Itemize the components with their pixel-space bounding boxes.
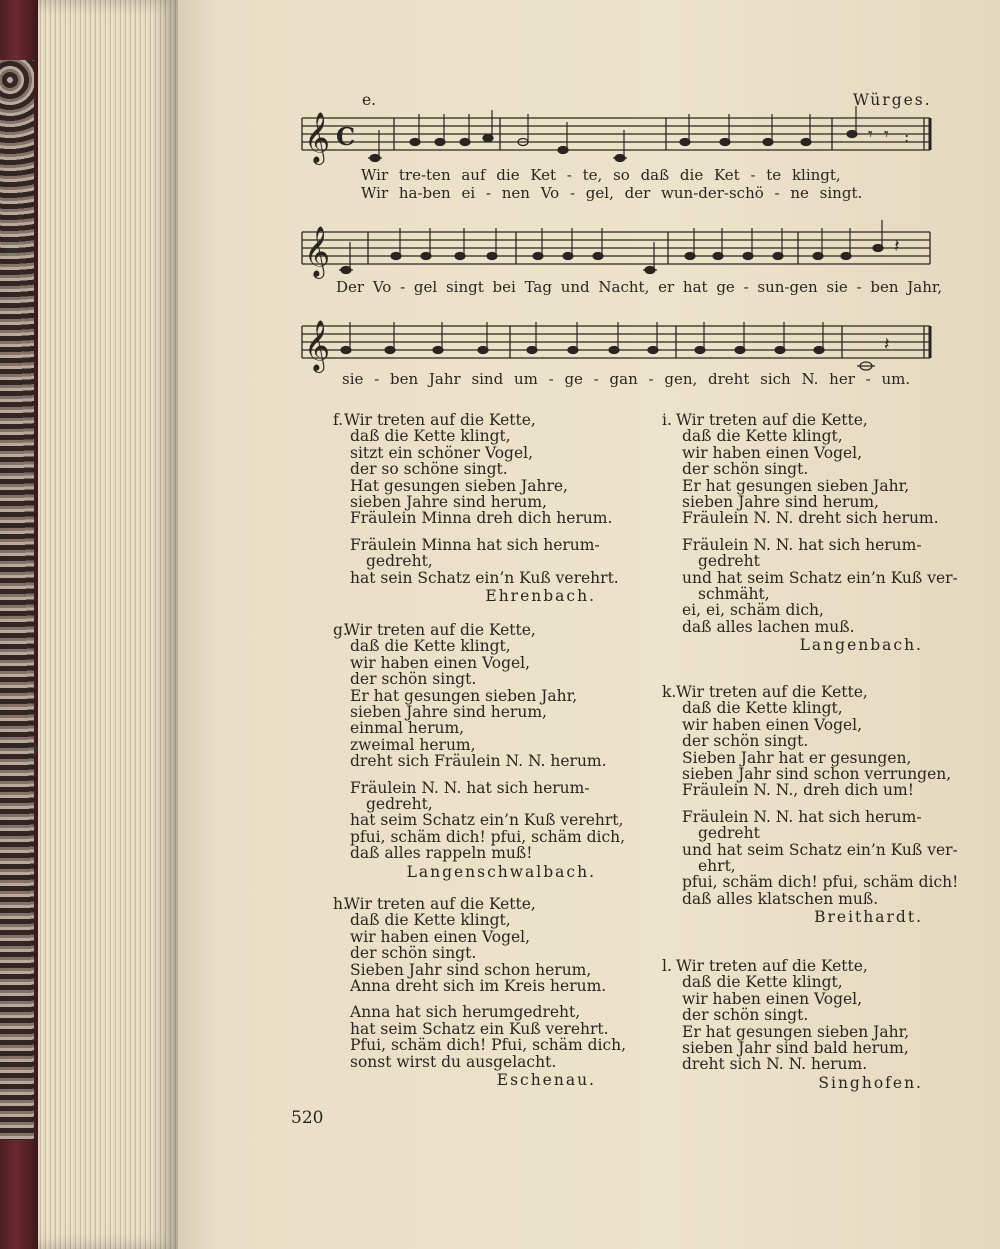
verse-line: und hat seim Schatz ein’n Kuß ver- [682,840,958,859]
verse-line: gedreht, [366,552,433,571]
verse-line: daß die Kette klingt, [682,973,843,992]
verse-line: ehrt, [698,857,736,875]
verse-line: wir haben einen Vogel, [682,443,863,462]
staff-1 [302,118,930,150]
lyrics-line-2: Der Vo - gel singt bei Tag und Nacht, er hat ge - sun-gen sie - ben Jahr, [336,278,943,296]
verse-line: der so schöne singt. [350,460,508,479]
variant-source: Langenschwalbach. [406,862,596,881]
verse-line: daß alles lachen muß. [682,617,855,636]
verse-line: sieben Jahre sind herum, [682,493,879,511]
section-label: e. [362,91,377,109]
variant-letter: f. [333,411,344,429]
verse-line: daß alles klatschen muß. [682,889,879,908]
book-page [178,0,1000,1249]
verse-line: Fräulein Minna hat sich herum- [350,535,600,554]
verse-line: Wir treten auf die Kette, [676,957,868,975]
variant-letter: l. [662,957,672,975]
verse-line: Fräulein Minna dreh dich herum. [350,509,613,528]
verse-line: Fräulein N. N. hat sich herum- [682,807,922,826]
verse-line: wir haben einen Vogel, [682,989,863,1008]
marbled-endpaper [0,60,34,1140]
verse-line: gedreht [698,824,760,843]
verse-line: daß die Kette klingt, [682,699,843,718]
lyrics-line-1a: Wir tre-ten auf die Ket - te, so daß die Ket - te klingt, [361,166,841,184]
verse-line: der schön singt. [682,1006,809,1025]
verse-line: zweimal herum, [350,735,476,754]
verse-line: Fräulein N. N. dreht sich herum. [682,509,939,528]
lyrics-line-1b: Wir ha-ben ei - nen Vo - gel, der wun-der-schö - ne singt. [361,184,863,202]
variant-source: Langenbach. [799,636,923,655]
verse-line: Anna hat sich herumgedreht, [350,1003,581,1022]
verse-line: sieben Jahr sind schon verrungen, [682,765,952,783]
page-edges [38,0,178,1249]
verse-line: schmäht, [698,585,770,603]
svg-text:𝄾: 𝄾 [884,124,889,145]
verse-line: hat seim Schatz ein Kuß verehrt. [350,1019,609,1038]
verse-line: Wir treten auf die Kette, [344,411,536,429]
variant-letter: i. [662,411,672,429]
variant-source: Singhofen. [818,1073,923,1092]
verse-line: Anna dreht sich im Kreis herum. [350,977,607,995]
verse-line: Wir treten auf die Kette, [344,621,536,639]
variant-letter: h. [333,895,348,913]
verse-line: Hat gesungen sieben Jahre, [350,476,568,495]
svg-text::: : [904,127,910,146]
section-source: Würges. [853,91,932,109]
verse-line: Fräulein N. N., dreh dich um! [682,781,914,800]
verse-line: hat sein Schatz ein’n Kuß verehrt. [350,568,619,587]
treble-clef-icon: 𝄞 [304,226,331,277]
verse-line: daß die Kette klingt, [682,427,843,446]
verse-line: Wir treten auf die Kette, [676,411,868,429]
verse-line: dreht sich N. N. herum. [682,1055,868,1074]
verse-line: Wir treten auf die Kette, [676,683,868,701]
verse-line: wir haben einen Vogel, [350,927,531,946]
variant-letter: k. [662,683,677,701]
verse-line: gedreht [698,552,760,571]
verse-line: daß alles rappeln muß! [350,844,533,863]
svg-text:𝄾: 𝄾 [868,124,873,145]
verse-line: und hat seim Schatz ein’n Kuß ver- [682,568,958,587]
verse-line: Sieben Jahr sind schon herum, [350,960,592,979]
verse-line: der schön singt. [682,732,809,751]
verse-line: ei, ei, schäm dich, [682,601,824,620]
page-number: 520 [291,1108,324,1128]
verse-line: wir haben einen Vogel, [350,653,531,672]
verse-line: Er hat gesungen sieben Jahr, [682,476,910,495]
verse-line: sonst wirst du ausgelacht. [350,1052,557,1071]
verse-line: daß die Kette klingt, [350,911,511,930]
verse-line: daß die Kette klingt, [350,427,511,446]
notes [339,106,883,370]
verse-line: hat seim Schatz ein’n Kuß verehrt, [350,811,624,830]
verse-line: Pfui, schäm dich! Pfui, schäm dich, [350,1036,627,1055]
verse-line: der schön singt. [350,670,477,689]
verse-line: sitzt ein schöner Vogel, [350,443,534,462]
verse-line: sieben Jahre sind herum, [350,703,547,721]
treble-clef-icon: 𝄞 [304,112,331,163]
svg-text:𝄽: 𝄽 [884,334,890,355]
verse-line: dreht sich Fräulein N. N. herum. [350,752,607,771]
verse-line: der schön singt. [350,944,477,963]
verse-line: der schön singt. [682,460,809,479]
verse-line: Er hat gesungen sieben Jahr, [350,686,578,705]
verse-line: Fräulein N. N. hat sich herum- [350,778,590,797]
verse-line: gedreht, [366,795,433,813]
treble-clef-icon: 𝄞 [304,320,331,371]
verse-line: pfui, schäm dich! pfui, schäm dich! [682,873,959,892]
verse-line: sieben Jahr sind bald herum, [682,1039,909,1057]
verse-line: Wir treten auf die Kette, [344,895,536,913]
verse-line: Sieben Jahr hat er gesungen, [682,748,912,767]
lyrics-line-3: sie - ben Jahr sind um - ge - gan - gen, dreht sich N. her - um. [342,370,911,388]
verse-line: einmal herum, [350,719,465,738]
common-time-icon: C [336,122,356,151]
verse-line: sieben Jahre sind herum, [350,493,547,511]
verse-line: pfui, schäm dich! pfui, schäm dich, [350,827,626,846]
variant-source: Breithardt. [814,908,923,927]
variant-source: Eschenau. [496,1071,596,1089]
verse-line: wir haben einen Vogel, [682,715,863,734]
variant-source: Ehrenbach. [485,587,596,605]
svg-text:𝄽: 𝄽 [894,236,900,257]
verse-line: daß die Kette klingt, [350,637,511,656]
verse-line: Er hat gesungen sieben Jahr, [682,1022,910,1041]
variant-letter: g. [333,621,348,639]
verse-line: Fräulein N. N. hat sich herum- [682,535,922,554]
